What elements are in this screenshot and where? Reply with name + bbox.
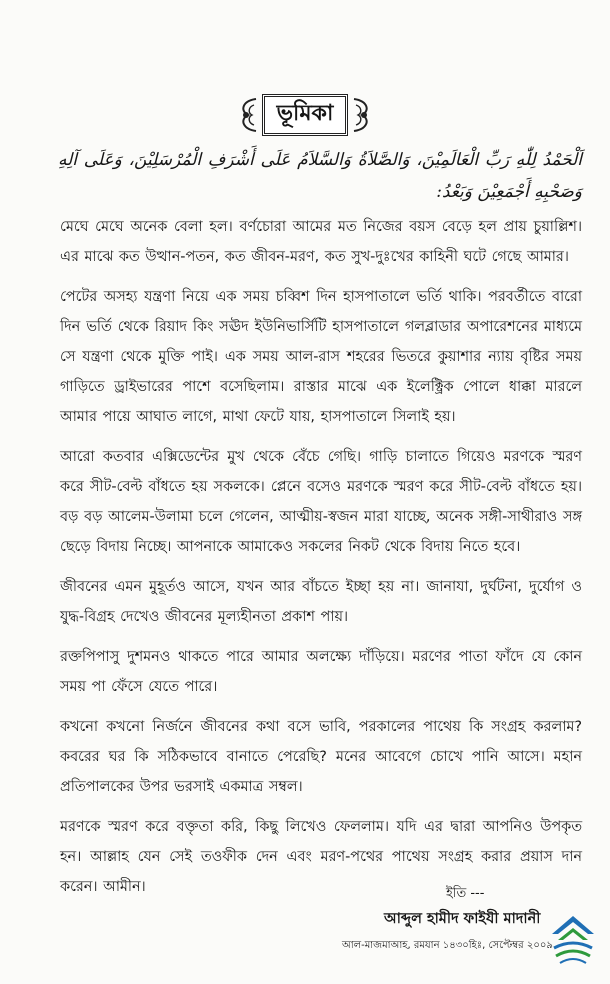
heading-block: [0, 94, 610, 136]
page-title: ভূমিকা: [262, 94, 349, 136]
paragraph: কখনো কখনো নির্জনে জীবনের কথা বসে ভাবি, পরকালের পাথেয় কি সংগ্রহ করলাম? কবরের ঘর কি সঠিকভাবে বানাতে পেরেছি? মনের আবেগে চোখে পানি আসে। মহান প্রতিপালকের উপর ভরসাই একমাত্র সম্বল।: [60, 719, 582, 795]
paragraph: রক্তপিপাসু দুশমনও থাকতে পারে আমার অলক্ষ্যে দাঁড়িয়ে। মরণের পাতা ফাঁদে যে কোন সময় পা ফেঁসে যেতে পারে।: [60, 649, 582, 695]
paragraph: মরণকে স্মরণ করে বক্তৃতা করি, কিছু লিখেও ফেললাম। যদি এর দ্বারা আপনিও উপকৃত হন। আল্লাহ যেন সেই তওফীক দেন এবং মরণ-পথের পাথেয় সংগ্রহ করার প্রয়াস দান করেন। আমীন।: [60, 819, 582, 895]
closing-iti: ইতি ---: [446, 886, 485, 901]
paragraph: জীবনের এমন মুহূর্তও আসে, যখন আর বাঁচতে ইচ্ছা হয় না। জানাযা, দুর্ঘটনা, দুর্যোগ ও যুদ্ধ-বিগ্রহ দেখেও জীবনের মূল্যহীনতা প্রকাশ পায়।: [60, 579, 582, 625]
arabic-invocation: اَلْحَمْدُ لِلّٰهِ رَبِّ الْعَالَمِيْنَ، وَالصَّلاَةُ وَالسَّلاَمُ عَلَى أَشْرَفِ الْمُرْسَلِيْنَ، وَعَلَى آلِهِ وَصَحْبِهِ أَجْمَعِيْنَ وَبَعْدُ:: [58, 150, 582, 202]
heading-frame: [236, 94, 375, 136]
paragraph: আরো কতবার এক্সিডেন্টের মুখ থেকে বেঁচে গেছি। গাড়ি চালাতে গিয়েও মরণকে স্মরণ করে সীট-বেল্ট বাঁধতে হয় সকলকে। প্লেনে বসেও মরণকে স্মরণ করে সীট-বেল্ট বাঁধতে হয়। বড় বড় আলেম-উলামা চলে গেলেন, আত্মীয়-স্বজন মারা যাচ্ছে, অনেক সঙ্গী-সাথীরাও সঙ্গ ছেড়ে বিদায় নিচ্ছে। আপনাকে আমাকেও সকলের নিকট থেকে বিদায় নিতে হবে।: [60, 449, 582, 555]
body-text: [60, 212, 582, 912]
place-date-line: আল-মাজমাআহ, রমযান ১৪৩০হিঃ, সেপ্টেম্বর ২০০৯: [342, 940, 553, 951]
publisher-logo-icon: [548, 912, 598, 968]
paragraph: মেঘে মেঘে অনেক বেলা হল। বর্ণচোরা আমের মত নিজের বয়স বেড়ে হল প্রায় চুয়াল্লিশ। এর মাঝে কত উত্থান-পতন, কত জীবন-মরণ, কত সুখ-দুঃখের কাহিনী ঘটে গেছে আমার।: [60, 219, 582, 265]
paragraph: পেটের অসহ্য যন্ত্রণা নিয়ে এক সময় চব্বিশ দিন হাসপাতালে ভর্তি থাকি। পরবর্তীতে বারো দিন ভর্তি থেকে রিয়াদ কিং সঊদ ইউনিভার্সিটি হাসপাতালে গলব্লাডার অপারেশনের মাধ্যমে সে যন্ত্রণা থেকে মুক্তি পাই। এক সময় আল-রাস শহরের ভিতরে কুয়াশার ন্যায় বৃষ্টির সময় গাড়িতে ড্রাইভারের পাশে বসেছিলাম। রাস্তার মাঝে এক ইলেক্ট্রিক পোলে ধাক্কা মারলে আমার পায়ে আঘাত লাগে, মাথা ফেটে যায়, হাসপাতালে সিলাই হয়।: [60, 289, 582, 425]
right-flourish-icon: [352, 95, 374, 135]
author-name: আব্দুল হামীদ ফাইযী মাদানী: [384, 911, 541, 927]
left-flourish-icon: [236, 95, 258, 135]
